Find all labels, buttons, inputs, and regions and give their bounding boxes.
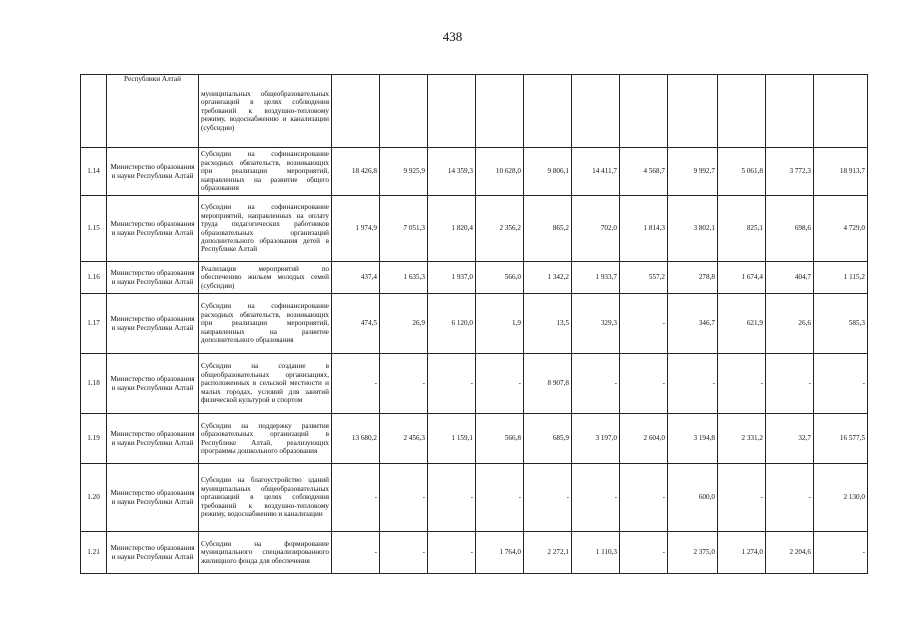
row-activity-name: Субсидии на формирование муниципального специализированного жилищного фонда для обеспечения [199,532,332,574]
table-row [81,532,868,574]
row-number: 1.17 [81,294,107,354]
row-value: 6 120,0 [428,294,476,354]
table-row [81,148,868,196]
row-value: 26,6 [766,294,814,354]
row-executor: Республики Алтай [107,75,199,148]
row-value: 1 342,2 [524,262,572,294]
row-value: 10 628,0 [476,148,524,196]
row-value [332,75,380,148]
row-activity-name: Субсидии на софинансирование мероприятий, направленных на оплату труда педагогических работников образовательных организаций дополнительного образования детей в Республике Алтай [199,196,332,262]
row-value: - [814,532,868,574]
row-activity-name: Субсидии на благоустройство зданий муниципальных общеобразовательных организаций в целях соблюдения требований к воздушно-тепловому режиму, водоснабжению и канализации [199,464,332,532]
row-value: 14 411,7 [572,148,620,196]
row-value: - [380,354,428,414]
row-value: 346,7 [668,294,718,354]
row-value: 825,1 [718,196,766,262]
row-value: 9 806,1 [524,148,572,196]
budget-table [80,74,868,574]
row-value: 4 568,7 [620,148,668,196]
row-value: 13,5 [524,294,572,354]
row-value: - [332,354,380,414]
table-row [81,354,868,414]
row-value: - [380,532,428,574]
row-value: - [476,464,524,532]
row-value: 1 674,4 [718,262,766,294]
row-activity-name: Субсидии на софинансирование расходных обязательств, возникающих при реализации мероприятий, направленных на развитие дополнительного образования [199,294,332,354]
row-value: 1,9 [476,294,524,354]
row-value: 566,0 [476,262,524,294]
row-value: 698,6 [766,196,814,262]
row-value [476,75,524,148]
row-number: 1.19 [81,414,107,464]
row-executor: Министерство образования и науки Республики Алтай [107,532,199,574]
row-value: 3 194,8 [668,414,718,464]
row-value [428,75,476,148]
row-value: 437,4 [332,262,380,294]
table-row [81,294,868,354]
page-number: 438 [442,29,463,44]
row-value: 3 802,1 [668,196,718,262]
table-body [81,75,868,574]
row-value: 702,0 [572,196,620,262]
row-value: - [476,354,524,414]
row-value [524,75,572,148]
row-number: 1.21 [81,532,107,574]
row-value: 1 764,0 [476,532,524,574]
row-value: 600,0 [668,464,718,532]
row-value [814,75,868,148]
row-value: 474,5 [332,294,380,354]
row-value: 18 913,7 [814,148,868,196]
row-activity-name: Субсидии на софинансирование расходных обязательств, возникающих при реализации мероприятий, направленных на развитие общего образования [199,148,332,196]
row-value: 26,9 [380,294,428,354]
row-value [668,75,718,148]
row-executor: Министерство образования и науки Республики Алтай [107,294,199,354]
row-value: 2 375,0 [668,532,718,574]
row-value: 4 729,0 [814,196,868,262]
row-value: 8 907,8 [524,354,572,414]
row-value: 9 992,7 [668,148,718,196]
row-value: - [380,464,428,532]
row-activity-name: Реализация мероприятий по обеспечению жильем молодых семей (субсидии) [199,262,332,294]
row-value: 621,9 [718,294,766,354]
row-value: 32,7 [766,414,814,464]
row-value: - [332,464,380,532]
table-row [81,414,868,464]
row-value: 1 937,0 [428,262,476,294]
row-value: 16 577,5 [814,414,868,464]
row-number: 1.15 [81,196,107,262]
row-value: - [620,294,668,354]
row-value: 1 274,0 [718,532,766,574]
row-value: - [332,532,380,574]
row-activity-name: Субсидии на поддержку развития образовательных организаций в Республике Алтай, реализующих программы дошкольного образования [199,414,332,464]
row-value: - [572,464,620,532]
row-value: 7 051,3 [380,196,428,262]
row-value: - [718,464,766,532]
row-value: 2 272,1 [524,532,572,574]
row-value: 2 130,0 [814,464,868,532]
table-row [81,75,868,148]
row-value: 1 814,3 [620,196,668,262]
row-number: 1.18 [81,354,107,414]
row-value: 278,8 [668,262,718,294]
row-value: 13 680,2 [332,414,380,464]
row-value: - [620,354,668,414]
row-value: 3 772,3 [766,148,814,196]
row-value: 2 204,6 [766,532,814,574]
row-value: - [668,354,718,414]
row-value: - [766,354,814,414]
row-executor: Министерство образования и науки Республики Алтай [107,354,199,414]
row-value: 1 974,9 [332,196,380,262]
row-value: 18 426,8 [332,148,380,196]
row-executor: Министерство образования и науки Республики Алтай [107,148,199,196]
row-value: 1 933,7 [572,262,620,294]
row-value: 14 359,3 [428,148,476,196]
row-executor: Министерство образования и науки Республики Алтай [107,262,199,294]
row-value: 685,9 [524,414,572,464]
row-value: - [766,464,814,532]
row-number: 1.20 [81,464,107,532]
row-value: 3 197,0 [572,414,620,464]
row-value: - [814,354,868,414]
row-value: 9 925,9 [380,148,428,196]
row-value: 404,7 [766,262,814,294]
row-activity-name: муниципальных общеобразовательных организаций в целях соблюдения требований к воздушно-тепловому режиму, водоснабжению и канализации (субсидии) [199,75,332,148]
row-value: 2 356,2 [476,196,524,262]
row-value: 865,2 [524,196,572,262]
row-value: - [428,354,476,414]
row-value: 557,2 [620,262,668,294]
row-value: 585,3 [814,294,868,354]
row-value: 1 110,3 [572,532,620,574]
row-value: 1 820,4 [428,196,476,262]
row-activity-name: Субсидии на создание в общеобразовательных организациях, расположенных в сельской местности и малых городах, условий для занятий физической культурой и спортом [199,354,332,414]
row-value: 1 635,3 [380,262,428,294]
row-executor: Министерство образования и науки Республики Алтай [107,414,199,464]
row-value: 5 061,8 [718,148,766,196]
row-value: - [620,532,668,574]
row-number: 1.16 [81,262,107,294]
row-value: 2 604,0 [620,414,668,464]
row-number [81,75,107,148]
row-value: 1 115,2 [814,262,868,294]
table-row [81,196,868,262]
row-value: - [620,464,668,532]
row-value [766,75,814,148]
row-value [620,75,668,148]
row-value: 1 159,1 [428,414,476,464]
row-value: - [718,354,766,414]
row-number: 1.14 [81,148,107,196]
row-value: - [428,464,476,532]
row-value: - [572,354,620,414]
row-value [718,75,766,148]
row-value: 2 331,2 [718,414,766,464]
row-executor: Министерство образования и науки Республики Алтай [107,196,199,262]
row-value [572,75,620,148]
row-value: - [428,532,476,574]
table-row [81,262,868,294]
row-value [380,75,428,148]
row-value: 566,8 [476,414,524,464]
row-executor: Министерство образования и науки Республики Алтай [107,464,199,532]
row-value: 2 456,3 [380,414,428,464]
row-value: - [524,464,572,532]
table-row [81,464,868,532]
row-value: 329,3 [572,294,620,354]
